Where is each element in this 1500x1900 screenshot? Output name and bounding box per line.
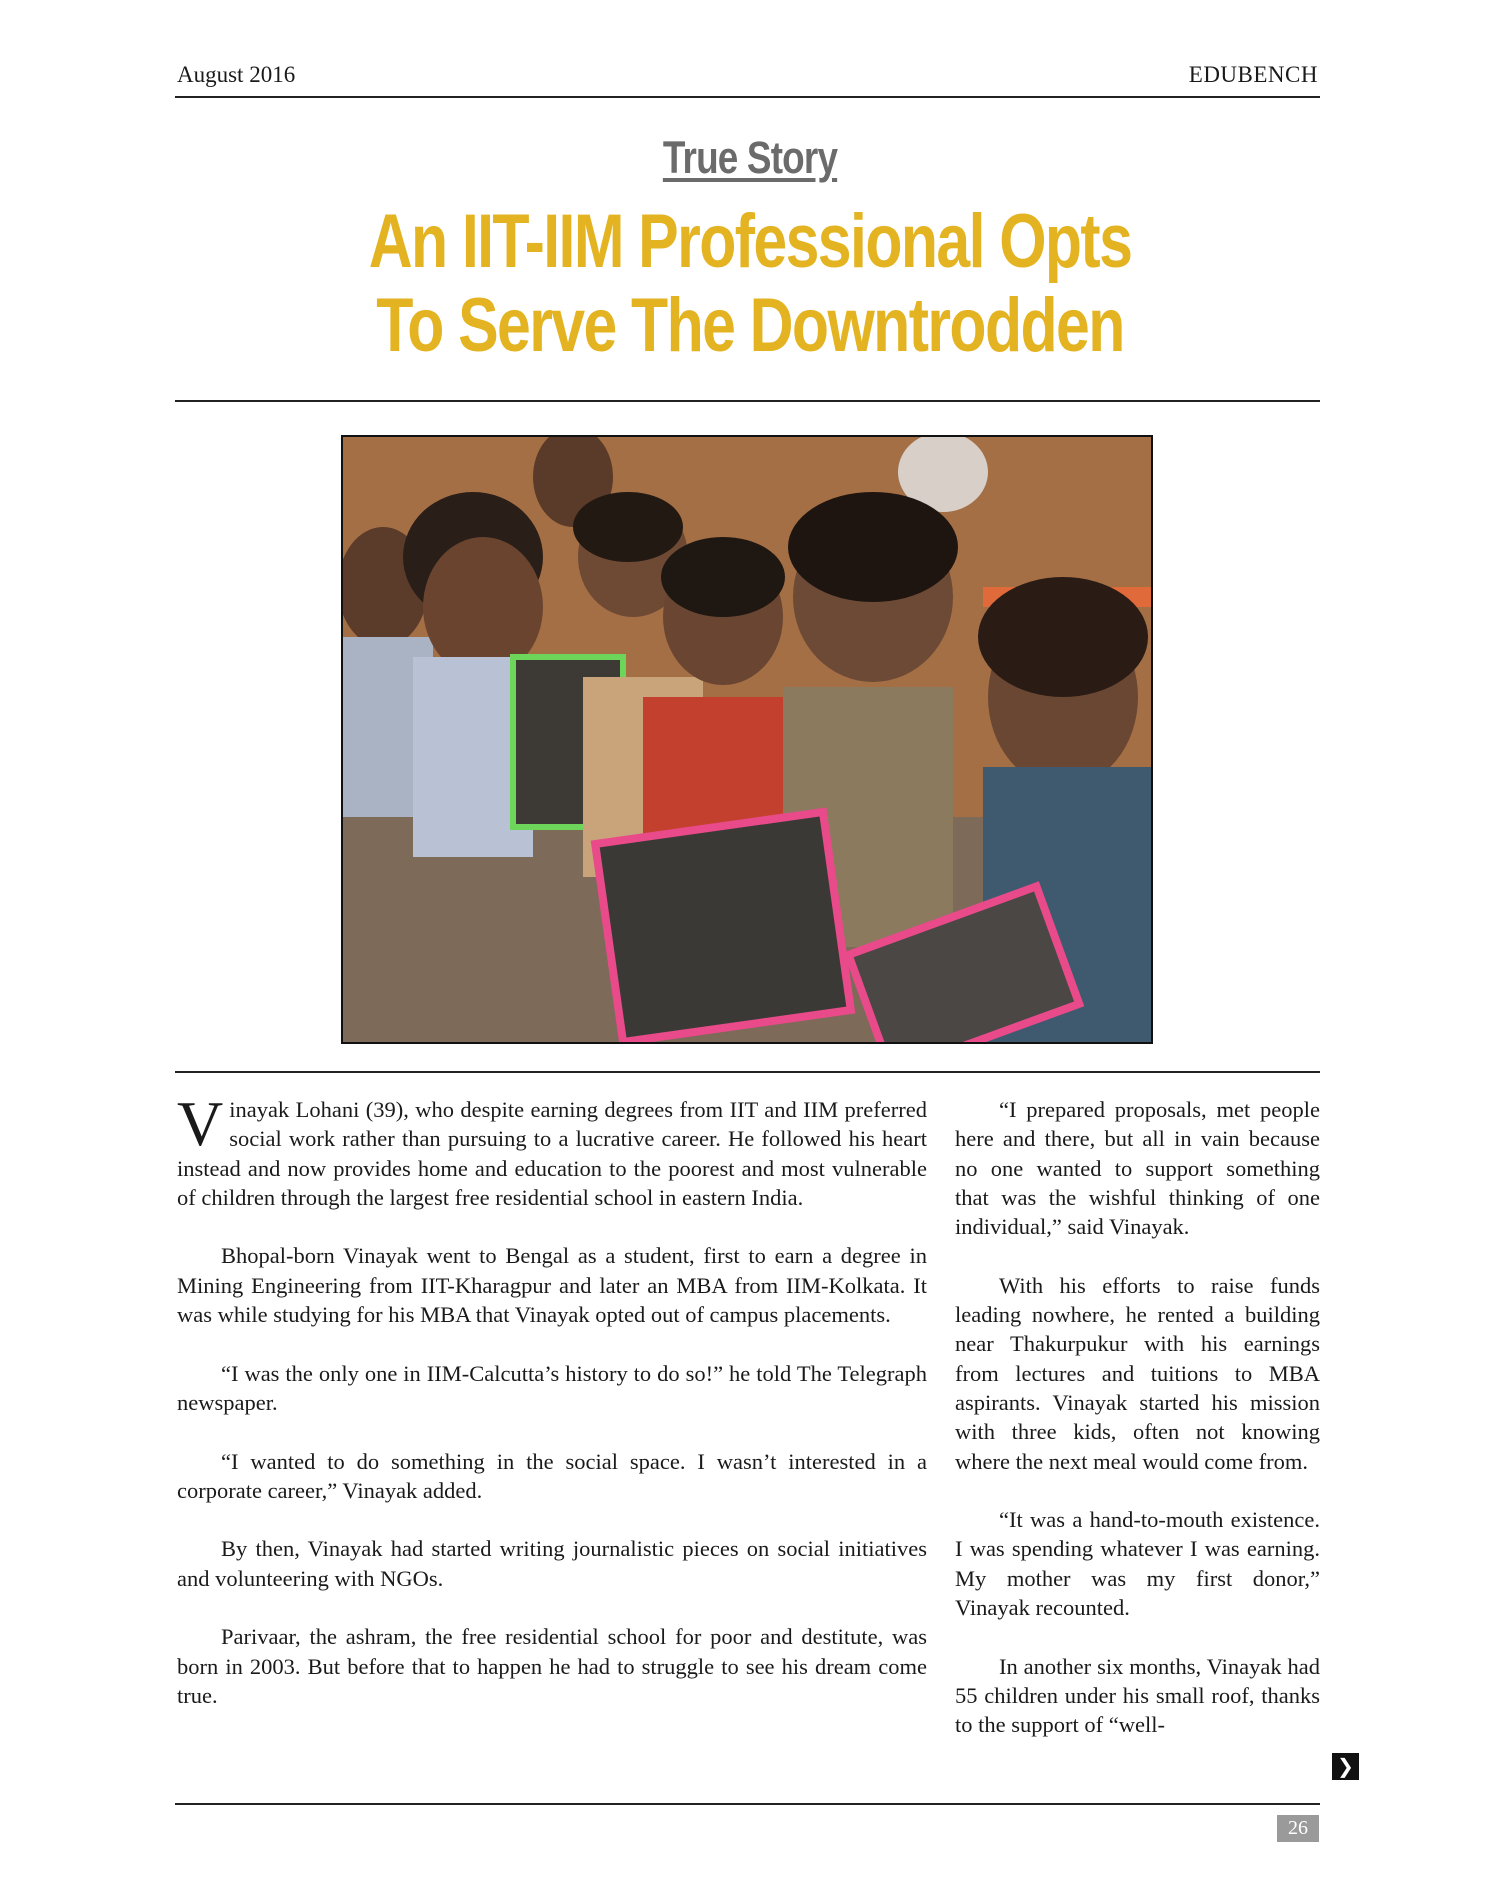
section-kicker: True Story: [662, 132, 838, 183]
paragraph: “I prepared proposals, met people here and there, but all in vain because no one wanted to support something that was the wishful thinking of one individual,” said Vinayak.: [955, 1097, 1320, 1240]
issue-date: August 2016: [177, 62, 296, 87]
paragraph: Parivaar, the ashram, the free residential school for poor and destitute, was born in 2003. But before that to happen he had to struggle to see his dream come true.: [177, 1624, 927, 1708]
paragraph: With his efforts to raise funds leading nowhere, he rented a building near Thakurpukur with his earnings from lectures and tuitions to MBA aspirants. Vinayak started his mission with three kids, often not knowing where the next meal would come from.: [955, 1272, 1320, 1474]
paragraph: [177, 1088, 927, 1212]
page-number: 26: [1277, 1815, 1319, 1842]
paragraph: By then, Vinayak had started writing journalistic pieces on social initiatives and volunteering with NGOs.: [177, 1536, 927, 1591]
headline-line-1: An IIT-IIM Professional Opts: [368, 199, 1132, 284]
magazine-name: EDUBENCH: [1188, 62, 1318, 87]
article-column-right: [955, 1095, 1320, 1769]
paragraph: “It was a hand-to-mouth existence. I was spending whatever I was earning. My mother was my first donor,” Vinayak recounted.: [955, 1507, 1320, 1621]
paragraph: In another six months, Vinayak had 55 children under his small roof, thanks to the support of “well-: [955, 1653, 1320, 1738]
divider-middle: [175, 1071, 1320, 1073]
page-header: [175, 62, 1320, 98]
drop-cap: V: [177, 1088, 224, 1159]
paragraph-text: inayak Lohani (39), who despite earning degrees from IIT and IIM preferred social work rather than pursuing to a lucrative career. He followed his heart instead and now provides home and education to the poorest and most vulnerable of children through the largest free residential school in eastern India.: [177, 1097, 927, 1210]
paragraph: “I wanted to do something in the social space. I wasn’t interested in a corporate career,” Vinayak added.: [177, 1448, 927, 1503]
paragraph: “I was the only one in IIM-Calcutta’s history to do so!” he told The Telegraph newspaper.: [177, 1360, 927, 1415]
chevron-right-icon[interactable]: ❯: [1332, 1753, 1359, 1780]
headline-line-2: To Serve The Downtrodden: [376, 283, 1124, 368]
article-headline: [0, 200, 1500, 368]
children-with-slates-illustration: [343, 437, 1151, 1042]
article-column-left: [177, 1088, 927, 1740]
article-photo: [341, 435, 1153, 1044]
divider-bottom: [175, 1803, 1320, 1805]
paragraph: Bhopal-born Vinayak went to Bengal as a student, first to earn a degree in Mining Engineering from IIT-Kharagpur and later an MBA from IIM-Kolkata. It was while studying for his MBA that Vinayak opted out of campus placements.: [177, 1243, 927, 1328]
divider-top: [175, 400, 1320, 402]
